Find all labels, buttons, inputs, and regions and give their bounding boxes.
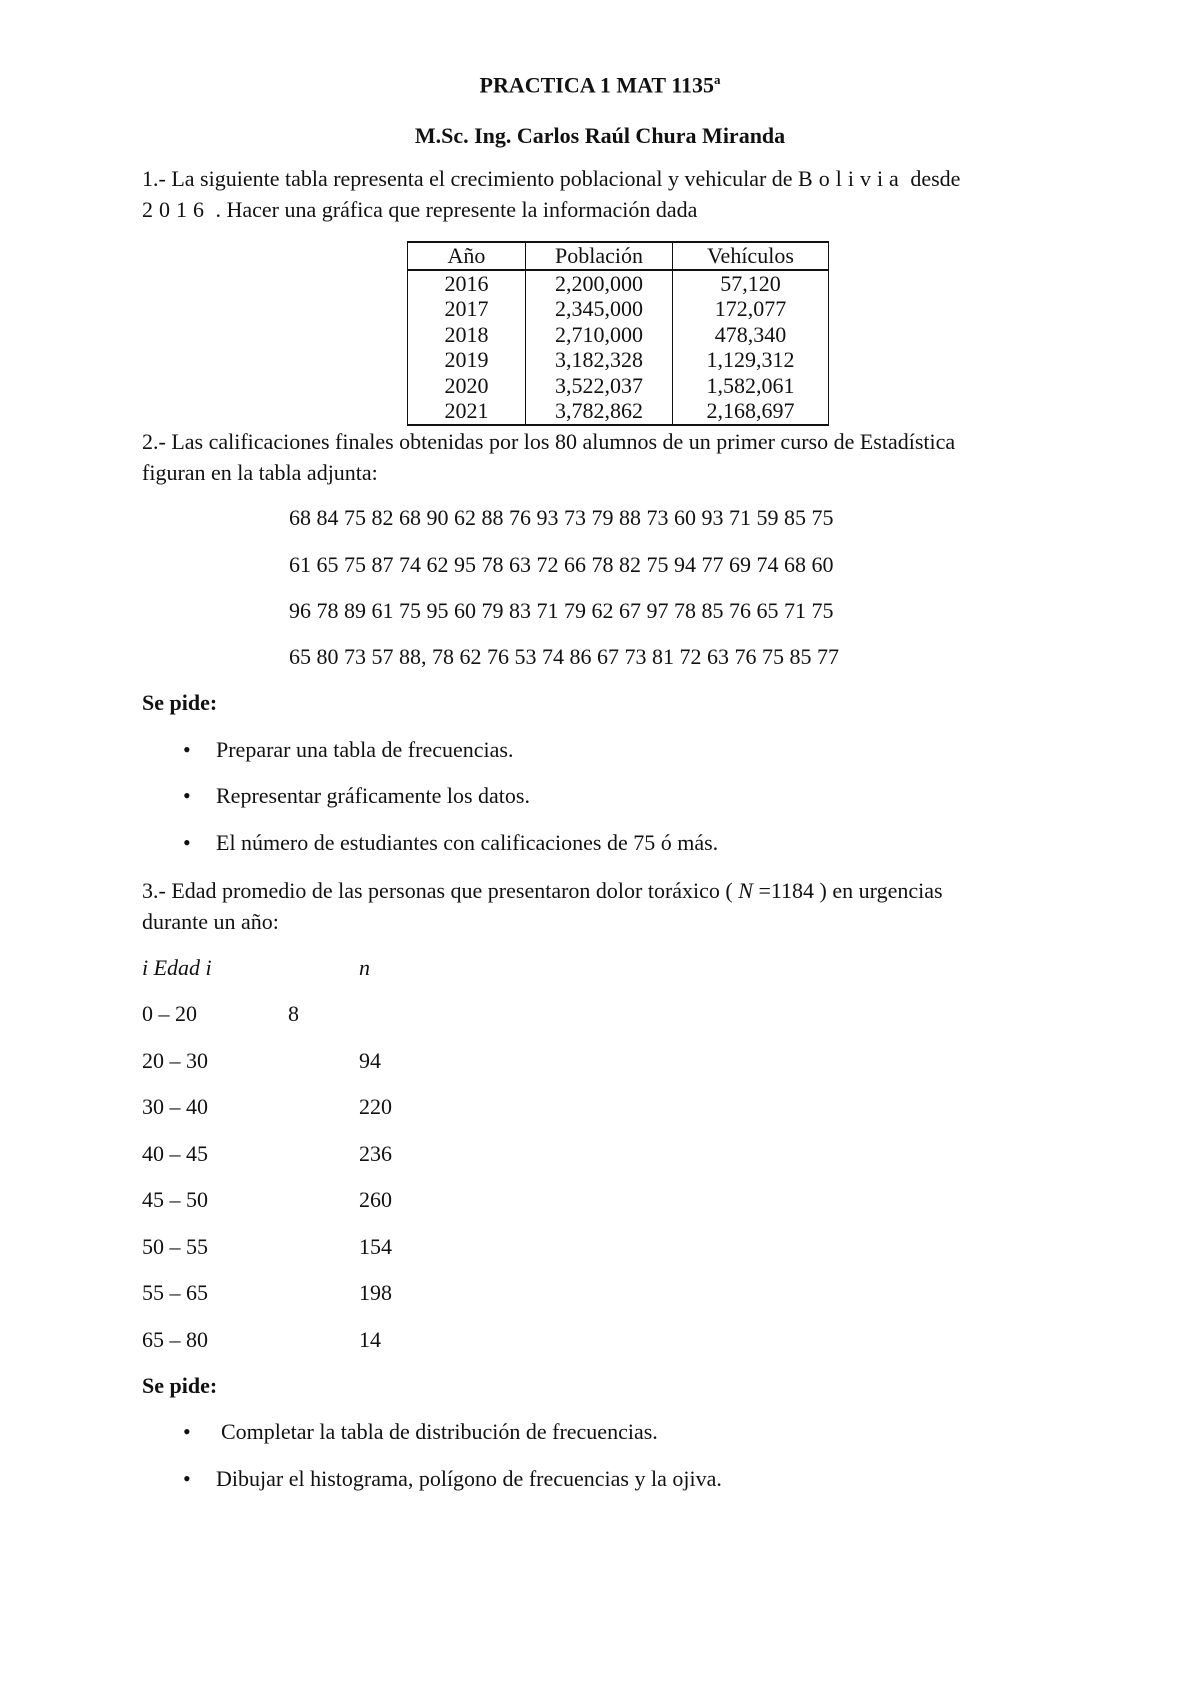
age-count: 94 — [359, 1048, 381, 1073]
table-cell-population: 2,710,000 — [526, 322, 673, 348]
table-cell-population: 3,782,862 — [526, 398, 673, 425]
problem3-line1-start: 3.- Edad promedio de las personas que presentaron dolor toráxico ( — [142, 878, 739, 903]
age-range: 55 – 65 — [142, 1280, 208, 1305]
table-cell-year: 2020 — [408, 373, 526, 399]
problem1-line2 — [142, 194, 1064, 225]
problem1-line2-rest: . Hacer una gráfica que represente la información dada — [215, 197, 698, 222]
age-range: 0 – 20 — [142, 1001, 197, 1026]
table-header-row — [408, 242, 829, 270]
age-count: 154 — [359, 1234, 392, 1259]
bullet-icon: • — [183, 737, 191, 762]
problem2-task-3: El número de estudiantes con calificaciones de 75 ó más. — [216, 830, 719, 855]
table-cell-population: 2,200,000 — [526, 270, 673, 297]
table-cell-vehicles: 172,077 — [673, 296, 829, 322]
table-cell-vehicles: 1,582,061 — [673, 373, 829, 399]
table-row — [408, 398, 829, 425]
table-cell-year: 2021 — [408, 398, 526, 425]
grades-row-4: 65 80 73 57 88, 78 62 76 53 74 86 67 73 81 72 63 76 75 85 77 — [289, 644, 839, 669]
author-line: M.Sc. Ing. Carlos Raúl Chura Miranda — [414, 123, 786, 148]
age-range: 40 – 45 — [142, 1141, 208, 1166]
age-range: 20 – 30 — [142, 1048, 208, 1073]
problem3-line1 — [142, 875, 1064, 906]
table-header-population: Población — [526, 242, 673, 270]
age-range: 30 – 40 — [142, 1094, 208, 1119]
problem2-se-pide: Se pide: — [142, 690, 218, 715]
table-cell-vehicles: 57,120 — [673, 270, 829, 297]
problem3-line1-end: =1184 ) en urgencias — [752, 878, 943, 903]
table-cell-year: 2016 — [408, 270, 526, 297]
grades-row-3: 96 78 89 61 75 95 60 79 83 71 79 62 67 97 78 85 76 65 71 75 — [289, 598, 834, 623]
table-cell-population: 3,182,328 — [526, 347, 673, 373]
problem3-task-1: Completar la tabla de distribución de frecuencias. — [221, 1419, 658, 1444]
age-count: 236 — [359, 1141, 392, 1166]
problem2-statement — [142, 426, 1064, 488]
age-count: 198 — [359, 1280, 392, 1305]
problem1-line1-start: 1.- La siguiente tabla representa el crecimiento poblacional y vehicular de — [142, 166, 799, 191]
table-cell-population: 3,522,037 — [526, 373, 673, 399]
problem3-statement — [142, 875, 1064, 937]
age-range: 45 – 50 — [142, 1187, 208, 1212]
problem1-line1 — [142, 163, 1064, 194]
age-count: 8 — [288, 1001, 299, 1026]
table-cell-population: 2,345,000 — [526, 296, 673, 322]
problem3-se-pide: Se pide: — [142, 1373, 218, 1398]
table-header-vehicles: Vehículos — [673, 242, 829, 270]
bullet-icon: • — [183, 783, 191, 808]
problem3-line2: durante un año: — [142, 909, 279, 934]
grades-row-2: 61 65 75 87 74 62 95 78 63 72 66 78 82 75 94 77 69 74 68 60 — [289, 552, 834, 577]
table-cell-year: 2017 — [408, 296, 526, 322]
page-title-text: PRACTICA 1 MAT 1135 — [479, 72, 714, 98]
problem2-line2: figuran en la tabla adjunta: — [142, 460, 378, 485]
problem2-task-1: Preparar una tabla de frecuencias. — [216, 737, 514, 762]
table-row — [408, 270, 829, 297]
problem1-year: 2016 — [142, 197, 210, 222]
problem2-line1: 2.- Las calificaciones finales obtenidas por los 80 alumnos de un primer curso de Estadística — [142, 429, 956, 454]
page-title-superscript: a — [713, 72, 721, 87]
table-header-year: Año — [408, 242, 526, 270]
table-cell-vehicles: 1,129,312 — [673, 347, 829, 373]
problem3-n-symbol: N — [738, 878, 753, 903]
age-count: 220 — [359, 1094, 392, 1119]
age-count: 260 — [359, 1187, 392, 1212]
population-vehicle-table — [407, 241, 829, 426]
bullet-icon: • — [183, 1419, 191, 1444]
age-count: 14 — [359, 1327, 381, 1352]
problem3-task-2: Dibujar el histograma, polígono de frecuencias y la ojiva. — [216, 1466, 722, 1491]
problem1-line1-end: desde — [904, 166, 961, 191]
grades-row-1: 68 84 75 82 68 90 62 88 76 93 73 79 88 73 60 93 71 59 85 75 — [289, 505, 834, 530]
age-range: 65 – 80 — [142, 1327, 208, 1352]
age-range: 50 – 55 — [142, 1234, 208, 1259]
page-title — [0, 72, 1200, 98]
problem1-statement — [142, 163, 1064, 225]
bullet-icon: • — [183, 1466, 191, 1491]
problem2-task-2: Representar gráficamente los datos. — [216, 783, 530, 808]
table-row — [408, 347, 829, 373]
problem1-country: Bolivia — [798, 166, 905, 191]
table-cell-vehicles: 478,340 — [673, 322, 829, 348]
table-cell-year: 2019 — [408, 347, 526, 373]
count-column-header: n — [359, 955, 370, 980]
table-cell-year: 2018 — [408, 322, 526, 348]
bullet-icon: • — [183, 830, 191, 855]
table-row — [408, 373, 829, 399]
table-row — [408, 296, 829, 322]
age-column-header: i Edad i — [142, 955, 212, 980]
table-cell-vehicles: 2,168,697 — [673, 398, 829, 425]
table-row — [408, 322, 829, 348]
